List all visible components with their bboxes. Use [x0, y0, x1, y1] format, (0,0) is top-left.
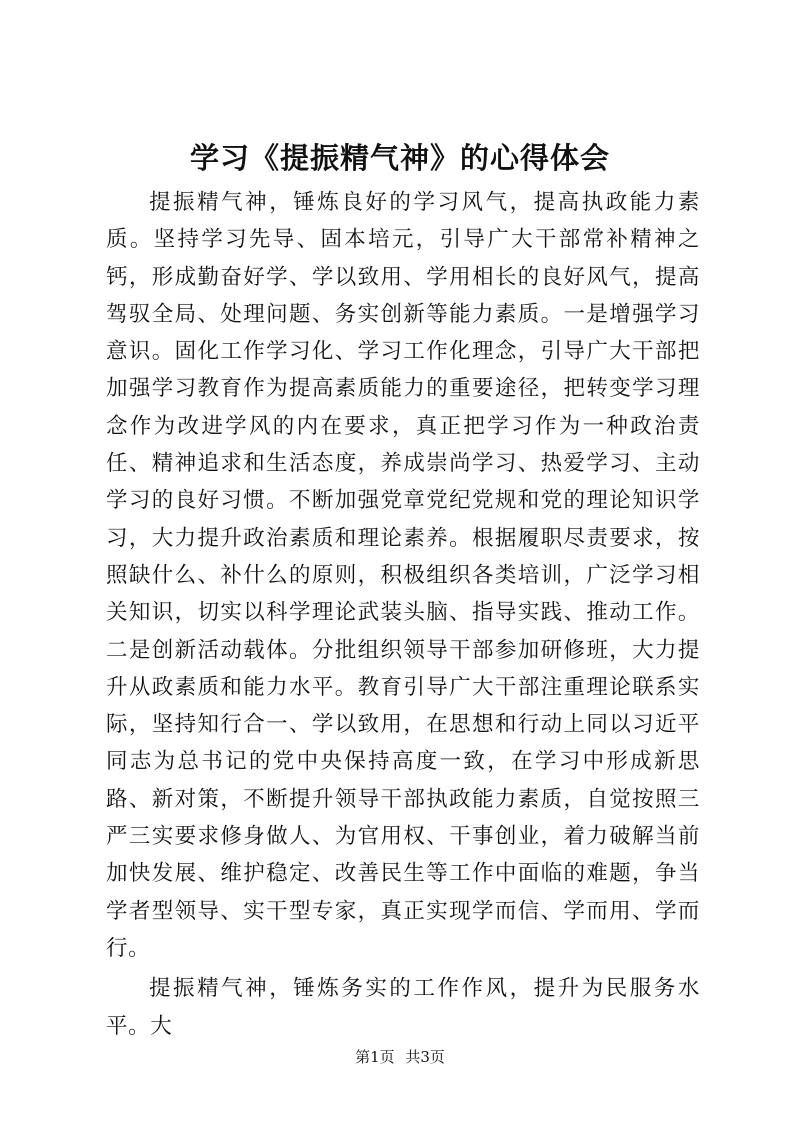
body-paragraph: 提振精气神，锤炼务实的工作作风，提升为民服务水平。大: [106, 976, 700, 1039]
page-footer: [0, 1047, 800, 1067]
page-total: 共3页: [405, 1048, 445, 1066]
body-paragraph: 提振精气神，锤炼良好的学习风气，提高执政能力素质。坚持学习先导、固本培元，引导广大干部常补精神之钙，形成勤奋好学、学以致用、学用相长的良好风气，提高驾驭全局、处理问题、务实创新等能力素质。一是增强学习意识。固化工作学习化、学习工作化理念，引导广大干部把加强学习教育作为提高素质能力的重要途径，把转变学习理念作为改进学风的内在要求，真正把学习作为一种政治责任、精神追求和生活态度，养成崇尚学习、热爱学习、主动学习的良好习惯。不断加强党章党纪党规和党的理论知识学习，大力提升政治素质和理论素养。根据履职尽责要求，按照缺什么、补什么的原则，积极组织各类培训，广泛学习相关知识，切实以科学理论武装头脑、指导实践、推动工作。二是创新活动载体。分批组织领导干部参加研修班，大力提升从政素质和能力水平。教育引导广大干部注重理论联系实际，坚持知行合一、学以致用，在思想和行动上同以习近平同志为总书记的党中央保持高度一致，在学习中形成新思路、新对策，不断提升领导干部执政能力素质，自觉按照三严三实要求修身做人、为官用权、干事创业，着力破解当前加快发展、维护稳定、改善民生等工作中面临的难题，争当学者型领导、实干型专家，真正实现学而信、学而用、学而行。: [106, 190, 700, 961]
document-title: 学习《提振精气神》的心得体会: [189, 141, 610, 175]
document-body: [106, 184, 700, 1045]
page-number: 第1页: [355, 1048, 395, 1066]
